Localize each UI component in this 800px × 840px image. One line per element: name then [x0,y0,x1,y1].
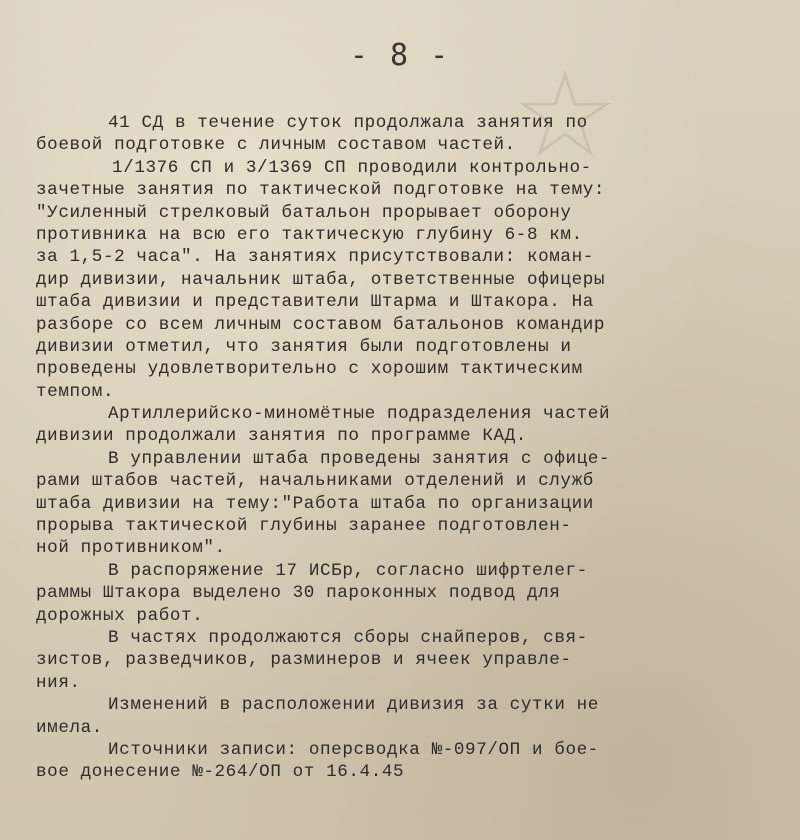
text-line: дорожных работ. [36,605,204,626]
text-line: зачетные занятия по тактической подготовке на тему: [36,180,606,201]
text-line: дивизии отметил, что занятия были подготовлены и [36,336,572,357]
text-line: ной противником". [36,538,226,559]
text-line: 1/1376 СП и 3/1369 СП проводили контрольно- [112,157,592,178]
document-body [36,112,776,784]
text-line: штаба дивизии на тему:"Работа штаба по организации [36,493,594,514]
text-line: В распоряжение 17 ИСБр, согласно шифртелег- [108,560,588,581]
text-line: В управлении штаба проведены занятия с офице- [108,448,611,469]
text-line: боевой подготовке с личным составом частей. [36,135,516,156]
text-line: дир дивизии, начальник штаба, ответственные офицеры [36,269,606,290]
text-line: зистов, разведчиков, разминеров и ячеек управле- [36,650,572,671]
text-line: вое донесение №-264/ОП от 16.4.45 [36,762,405,783]
text-line: разборе со всем личным составом батальонов командир [36,314,606,335]
text-line: раммы Штакора выделено 30 пароконных подвод для [36,583,561,604]
text-line: дивизии продолжали занятия по программе КАД. [36,426,527,447]
text-line: 41 СД в течение суток продолжала занятия по [108,113,588,133]
text-line: Источники записи: оперсводка №-097/ОП и бое- [108,739,599,760]
text-line: за 1,5-2 часа". На занятиях присутствовали: коман- [36,247,594,268]
text-line: штаба дивизии и представители Штарма и Штакора. На [36,292,594,313]
text-line: В частях продолжаются сборы снайперов, свя- [108,627,588,648]
text-line: темпом. [36,381,115,402]
text-line: прорыва тактической глубины заранее подготовлен- [36,516,572,537]
text-line: Изменений в расположении дивизия за сутки не [108,695,599,716]
text-line: Артиллерийско-миномётные подразделения частей [108,404,611,425]
text-line: имела. [36,717,103,738]
text-line: рами штабов частей, начальниками отделений и служб [36,471,594,492]
text-line: ния. [36,672,81,693]
text-line: "Усиленный стрелковый батальон прорывает оборону [36,202,572,223]
text-line: противника на всю его тактическую глубину 6-8 км. [36,224,583,245]
text-line: проведены удовлетворительно с хорошим тактическим [36,359,583,380]
page-number: - 8 - [349,38,451,73]
